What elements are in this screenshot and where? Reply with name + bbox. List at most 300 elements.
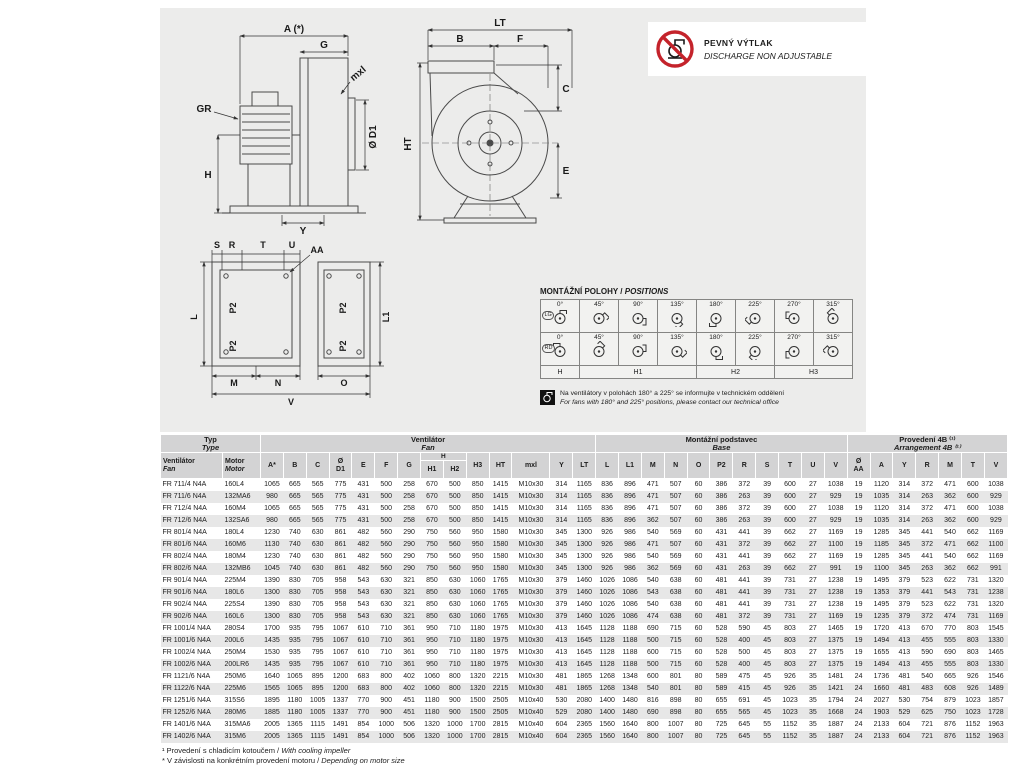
dimension-value-cell: 740 <box>288 541 301 548</box>
dimension-value-cell: 1390 <box>264 577 280 584</box>
dimension-value-cell: 402 <box>403 685 415 692</box>
dimension-value-cell: 372 <box>921 541 933 548</box>
dim-label-e: E <box>562 166 570 177</box>
dimension-value-cell: 1963 <box>988 733 1004 740</box>
dimension-value-cell: 1169 <box>828 613 844 620</box>
dimension-value-cell: 1285 <box>873 553 890 560</box>
dimension-value-cell: 800 <box>646 721 659 728</box>
dimension-value-cell: 481 <box>715 577 728 584</box>
dimension-value-cell: 345 <box>898 541 911 548</box>
position-cell <box>814 300 853 333</box>
fan-position-icon <box>628 308 648 327</box>
dimension-value-cell: 830 <box>288 577 301 584</box>
dimension-value-cell: 610 <box>357 661 370 668</box>
dimension-value-cell: 683 <box>357 685 370 692</box>
dimension-value-cell: 413 <box>555 625 568 632</box>
dimension-value-cell: 1165 <box>576 481 592 488</box>
angle-label: 90° <box>633 334 643 341</box>
dimension-value-cell: 715 <box>669 649 682 656</box>
dimension-value-cell: 321 <box>403 589 415 596</box>
dimension-value-cell: 413 <box>555 649 568 656</box>
fan-position-icon <box>745 308 765 327</box>
dimension-value-cell: 314 <box>555 493 568 500</box>
dimension-value-cell: 896 <box>624 481 636 488</box>
motor-size-cell: 250M4 <box>224 649 246 656</box>
dimension-value-cell: 345 <box>898 529 911 536</box>
dimension-value-cell: 691 <box>738 697 751 704</box>
dimension-value-cell: 500 <box>448 493 461 500</box>
motor-size-cell: 132MB6 <box>224 565 251 572</box>
dimension-value-cell: 314 <box>898 505 911 512</box>
dimension-value-cell: 540 <box>944 553 956 560</box>
dimension-value-cell: 500 <box>380 517 393 524</box>
dimension-value-cell: 500 <box>646 661 659 668</box>
dimension-value-cell: 27 <box>808 577 817 584</box>
dimension-value-cell: 27 <box>808 493 817 500</box>
drawing-panel <box>160 8 866 432</box>
dimension-value-cell: 290 <box>403 565 415 572</box>
dimension-value-cell: 1038 <box>988 505 1004 512</box>
dimension-value-cell: 662 <box>784 553 796 560</box>
dimension-value-cell: 1460 <box>576 589 593 596</box>
angle-label: 135° <box>670 334 684 341</box>
dimension-value-cell: 604 <box>898 721 911 728</box>
dimension-value-cell: 665 <box>288 493 301 500</box>
dimension-value-cell: M10x30 <box>518 481 544 488</box>
dimension-value-cell: 500 <box>738 649 751 656</box>
positions-title-en: POSITIONS <box>624 287 669 296</box>
dimension-value-cell: 1165 <box>576 517 592 524</box>
dimension-value-cell: 500 <box>448 481 461 488</box>
dimension-value-cell: 379 <box>555 589 568 596</box>
dimension-value-cell: 1038 <box>988 481 1004 488</box>
dimension-value-cell: 705 <box>311 577 324 584</box>
dimension-value-cell: 474 <box>944 613 956 620</box>
dimension-value-cell: 610 <box>357 637 370 644</box>
dimension-value-cell: 610 <box>357 625 370 632</box>
dimension-value-cell: 1565 <box>264 685 280 692</box>
column-header: H3 <box>466 453 489 479</box>
dimension-value-cell: 1330 <box>988 637 1004 644</box>
dimension-value-cell: 27 <box>808 625 817 632</box>
dimension-value-cell: 1235 <box>873 613 890 620</box>
fan-model-cell: FR 711/6 N4A <box>162 493 207 500</box>
dimension-value-cell: 665 <box>288 481 301 488</box>
dimension-value-cell: 589 <box>715 673 728 680</box>
dimension-value-cell: 35 <box>808 685 817 692</box>
dimension-value-cell: 45 <box>763 637 772 644</box>
dimension-value-cell: 361 <box>403 637 415 644</box>
dimension-value-cell: 600 <box>967 517 979 524</box>
dimension-value-cell: 441 <box>738 601 751 608</box>
dimension-value-cell: 608 <box>944 685 956 692</box>
dimension-value-cell: 958 <box>334 613 347 620</box>
dimension-value-cell: 27 <box>808 601 817 608</box>
dimension-value-cell: 500 <box>380 481 393 488</box>
column-header: L <box>596 453 619 479</box>
motor-column-header: Motor Motor <box>223 453 261 479</box>
positions-title-cz: MONTÁŽNÍ POLOHY / <box>540 287 623 296</box>
dimension-value-cell: 39 <box>763 541 772 548</box>
dimension-value-cell: 379 <box>898 577 911 584</box>
column-header: E <box>352 453 375 479</box>
dimension-value-cell: 665 <box>944 673 956 680</box>
dimension-value-cell: 540 <box>646 529 659 536</box>
dimension-value-cell: 379 <box>898 589 911 596</box>
dim-label-y: Y <box>299 226 307 237</box>
column-header: A <box>870 453 893 479</box>
dimension-value-cell: 1495 <box>873 577 890 584</box>
fan-position-icon <box>745 341 765 360</box>
fan-model-cell: FR 901/4 N4A <box>162 577 207 584</box>
front-view-dimension-lines <box>417 30 572 220</box>
dimension-value-cell: 543 <box>357 577 370 584</box>
dimension-value-cell: 560 <box>448 565 461 572</box>
dimension-value-cell: 540 <box>646 685 659 692</box>
dimension-value-cell: 926 <box>784 673 796 680</box>
dimension-value-cell: 19 <box>854 661 863 668</box>
dimension-value-cell: 372 <box>738 541 751 548</box>
column-header: O <box>687 453 710 479</box>
column-header: Ø AA <box>847 453 870 479</box>
column-header: Y <box>893 453 916 479</box>
dimension-value-cell: 638 <box>669 601 682 608</box>
dimension-value-cell: 2005 <box>264 721 280 728</box>
column-header: mxl <box>512 453 550 479</box>
dimension-value-cell: 263 <box>921 517 933 524</box>
dimension-value-cell: 471 <box>944 541 956 548</box>
dimension-value-cell: 1546 <box>988 673 1004 680</box>
dimension-value-cell: 731 <box>967 613 979 620</box>
dimension-value-cell: 540 <box>646 601 659 608</box>
dimension-value-cell: 481 <box>715 589 728 596</box>
dimension-value-cell: 400 <box>738 661 751 668</box>
dimension-value-cell: 361 <box>403 649 415 656</box>
dim-label-aa: AA <box>310 245 324 255</box>
dimension-value-cell: 750 <box>944 709 956 716</box>
dimension-value-cell: 662 <box>784 541 796 548</box>
dimension-value-cell: 803 <box>784 637 796 644</box>
dimension-value-cell: 950 <box>426 625 438 632</box>
dimension-value-cell: 481 <box>555 685 568 692</box>
dimension-value-cell: 670 <box>426 517 438 524</box>
dimension-value-cell: 630 <box>311 541 324 548</box>
dim-label-p2: P2 <box>338 302 348 314</box>
dimension-value-cell: 431 <box>357 517 370 524</box>
dim-label-p2: P2 <box>338 340 348 352</box>
dimension-value-cell: 2005 <box>264 733 280 740</box>
dimension-value-cell: 19 <box>854 649 863 656</box>
dimension-value-cell: 379 <box>898 613 911 620</box>
dimension-value-cell: 565 <box>311 481 324 488</box>
dimension-value-cell: 345 <box>555 541 568 548</box>
dimension-value-cell: 935 <box>288 625 301 632</box>
dimension-value-cell: 1268 <box>599 673 615 680</box>
dimension-value-cell: 740 <box>288 529 301 536</box>
dimension-value-cell: 263 <box>921 565 933 572</box>
dimension-value-cell: 980 <box>266 493 278 500</box>
dimension-value-cell: 1152 <box>965 733 981 740</box>
dimension-value-cell: 1169 <box>828 553 844 560</box>
dimension-value-cell: 39 <box>763 577 772 584</box>
dimension-value-cell: 314 <box>555 505 568 512</box>
dimension-value-cell: 1700 <box>469 733 486 740</box>
dimension-value-cell: 1348 <box>622 685 638 692</box>
dimension-value-cell: 1465 <box>827 625 844 632</box>
dimension-value-cell: 1169 <box>988 553 1004 560</box>
dimension-value-cell: 1100 <box>873 565 889 572</box>
dimension-value-cell: 60 <box>694 625 703 632</box>
dimension-value-cell: 560 <box>448 553 461 560</box>
dimension-value-cell: 482 <box>357 529 370 536</box>
dimension-value-cell: 314 <box>898 517 911 524</box>
dimension-value-cell: 1640 <box>622 721 638 728</box>
dimension-value-cell: 1435 <box>264 661 280 668</box>
position-cell <box>541 300 580 333</box>
dimension-value-cell: 1500 <box>469 697 486 704</box>
dimension-value-cell: 372 <box>738 613 751 620</box>
table-row <box>161 563 1008 575</box>
dimension-value-cell: 482 <box>357 541 370 548</box>
motor-size-cell: 160L6 <box>224 613 244 620</box>
motor-size-cell: 280S4 <box>224 625 245 632</box>
dimension-value-cell: 670 <box>921 625 933 632</box>
dimension-value-cell: 39 <box>763 613 772 620</box>
dimension-value-cell: 80 <box>694 721 703 728</box>
dim-label-a: A (*) <box>283 24 305 35</box>
dimension-value-cell: M10x30 <box>518 541 544 548</box>
dimension-value-cell: 622 <box>944 577 956 584</box>
dimension-value-cell: 830 <box>288 589 301 596</box>
dimension-value-cell: 60 <box>694 565 703 572</box>
dimension-value-cell: 861 <box>334 541 347 548</box>
dimension-value-cell: 1038 <box>827 481 844 488</box>
dimension-value-cell: 523 <box>921 577 933 584</box>
dimension-value-cell: 45 <box>763 697 772 704</box>
dimension-value-cell: 1700 <box>469 721 486 728</box>
dimension-value-cell: 523 <box>921 601 933 608</box>
dimension-value-cell: 1180 <box>470 661 486 668</box>
dimension-value-cell: M10x30 <box>518 637 544 644</box>
column-header: T <box>779 453 802 479</box>
fan-model-cell: FR 901/6 N4A <box>162 589 207 596</box>
dimension-value-cell: 441 <box>738 577 751 584</box>
no-adjustable-discharge-icon <box>654 28 696 70</box>
fan-model-cell: FR 712/6 N4A <box>162 517 207 524</box>
dimension-value-cell: 705 <box>311 589 324 596</box>
dimension-value-cell: 662 <box>967 529 979 536</box>
table-body <box>161 479 1008 744</box>
fan-model-cell: FR 802/4 N4A <box>162 553 207 560</box>
dimension-value-cell: 569 <box>669 529 682 536</box>
dimension-value-cell: 1000 <box>378 721 395 728</box>
dimension-value-cell: 1067 <box>332 661 349 668</box>
dimension-value-cell: 1435 <box>264 637 280 644</box>
dimension-value-cell: 801 <box>669 673 682 680</box>
dimension-value-cell: 19 <box>854 529 863 536</box>
fan-model-cell: FR 801/4 N4A <box>162 529 207 536</box>
dimension-value-cell: 1975 <box>492 661 509 668</box>
dimension-value-cell: 1320 <box>469 685 486 692</box>
dim-label-m: M <box>230 378 238 388</box>
dimension-value-cell: 850 <box>471 505 484 512</box>
fan-note-icon <box>540 390 555 405</box>
dimension-value-cell: 731 <box>967 589 979 596</box>
position-cell <box>619 333 658 366</box>
dimension-value-cell: 60 <box>694 649 703 656</box>
positions-group-row <box>541 366 853 379</box>
dimension-value-cell: 986 <box>624 541 636 548</box>
dimension-value-cell: 850 <box>426 613 438 620</box>
dimension-value-cell: 1007 <box>667 721 684 728</box>
table-header <box>161 435 1008 479</box>
dimension-value-cell: 836 <box>601 481 613 488</box>
dimension-value-cell: 926 <box>967 685 979 692</box>
dimension-value-cell: 39 <box>763 505 772 512</box>
dimension-value-cell: 958 <box>334 589 347 596</box>
dimension-value-cell: 715 <box>669 625 682 632</box>
dimension-value-cell: 1320 <box>988 577 1004 584</box>
dimension-value-cell: M10x30 <box>518 553 544 560</box>
table-row <box>161 599 1008 611</box>
dimension-value-cell: 950 <box>426 649 438 656</box>
dimension-value-cell: 19 <box>854 601 863 608</box>
dimension-value-cell: 630 <box>311 553 324 560</box>
table-row <box>161 671 1008 683</box>
fan-position-icon <box>784 308 804 327</box>
dimension-value-cell: 413 <box>898 661 911 668</box>
position-cell <box>580 333 619 366</box>
dimension-value-cell: 1128 <box>599 649 615 656</box>
dimension-value-cell: 529 <box>898 709 911 716</box>
dimension-value-cell: 929 <box>829 493 842 500</box>
dimension-value-cell: 645 <box>738 721 751 728</box>
dimension-value-cell: 1200 <box>332 685 349 692</box>
footnote: ¹ Provedení s chladicím kotoučem / With cooling impeller <box>162 746 351 755</box>
fan-model-cell: FR 902/6 N4A <box>162 613 207 620</box>
dimension-value-cell: 1086 <box>622 589 638 596</box>
dimension-value-cell: 560 <box>380 529 393 536</box>
dimension-value-cell: 2027 <box>873 697 890 704</box>
motor-size-cell: 132SA6 <box>224 517 250 524</box>
dimension-value-cell: 372 <box>921 505 933 512</box>
fan-model-cell: FR 1401/6 N4A <box>162 721 211 728</box>
dimension-value-cell: M10x30 <box>518 685 544 692</box>
dimension-value-cell: 630 <box>448 589 461 596</box>
dimension-value-cell: 879 <box>944 697 956 704</box>
dimension-value-cell: 950 <box>471 565 484 572</box>
dimension-value-cell: 1180 <box>287 709 303 716</box>
dimension-value-cell: 35 <box>808 721 817 728</box>
dimension-value-cell: 710 <box>380 661 393 668</box>
fan-model-cell: FR 1251/6 N4A <box>162 697 211 704</box>
dimension-value-cell: 1491 <box>332 721 349 728</box>
dimension-value-cell: 565 <box>311 505 324 512</box>
dimension-value-cell: 19 <box>854 541 863 548</box>
dimension-value-cell: 528 <box>715 625 728 632</box>
arrangement-group-header: Provedení 4B ⁽¹⁾ Arrangement 4B ⁽¹⁾ <box>847 435 1007 453</box>
dimension-value-cell: 690 <box>646 709 659 716</box>
dim-label-c: C <box>562 84 570 95</box>
side-view-drawing <box>222 58 369 213</box>
note-text-cz: Na ventilátory v polohách 180° a 225° se informujte v technickém oddělení <box>560 390 785 397</box>
dimension-value-cell: 482 <box>357 553 370 560</box>
dimension-value-cell: 345 <box>555 565 568 572</box>
angle-label: 180° <box>709 334 723 341</box>
table-row <box>161 695 1008 707</box>
dimension-value-cell: 710 <box>448 637 461 644</box>
dimension-value-cell: 55 <box>763 733 772 740</box>
dimension-value-cell: 1060 <box>424 685 440 692</box>
dimension-value-cell: 850 <box>471 493 484 500</box>
dimension-value-cell: 1185 <box>873 541 889 548</box>
fan-model-cell: FR 801/6 N4A <box>162 541 207 548</box>
dimension-value-cell: 39 <box>763 493 772 500</box>
dimension-value-cell: 958 <box>334 601 347 608</box>
dimension-value-cell: 1115 <box>310 733 325 740</box>
dimension-value-cell: 991 <box>990 565 1002 572</box>
dimension-value-cell: 600 <box>967 481 979 488</box>
dimension-value-cell: 1238 <box>827 601 844 608</box>
dimension-value-cell: 630 <box>380 601 393 608</box>
dimension-value-cell: 1765 <box>492 601 509 608</box>
table-row <box>161 683 1008 695</box>
dimension-value-cell: 2365 <box>576 721 593 728</box>
dimension-value-cell: 386 <box>715 517 728 524</box>
dimension-value-cell: 263 <box>738 517 751 524</box>
dimension-value-cell: 1895 <box>264 697 280 704</box>
dimension-value-cell: 1300 <box>264 613 280 620</box>
dimension-value-cell: 836 <box>601 517 613 524</box>
dimension-value-cell: 1065 <box>264 505 280 512</box>
dimension-value-cell: 1180 <box>470 649 486 656</box>
dimension-value-cell: 705 <box>311 601 324 608</box>
dimension-value-cell: 543 <box>357 589 370 596</box>
fan-position-icon <box>589 308 609 327</box>
dimension-value-cell: 1415 <box>492 517 509 524</box>
dimension-value-cell: 600 <box>784 481 796 488</box>
angle-label: 0° <box>556 334 564 341</box>
dim-label-d1: Ø D1 <box>368 125 379 149</box>
dimension-value-cell: 60 <box>694 505 703 512</box>
dimension-value-cell: 1963 <box>988 721 1004 728</box>
fan-group-header: Ventilátor Fan <box>261 435 596 453</box>
dimension-value-cell: 431 <box>357 493 370 500</box>
dimension-value-cell: 60 <box>694 589 703 596</box>
dimension-value-cell: 1238 <box>988 589 1004 596</box>
dimension-value-cell: 27 <box>808 541 817 548</box>
dimension-value-cell: 529 <box>555 709 568 716</box>
dimension-value-cell: 60 <box>694 577 703 584</box>
dimension-value-cell: 1320 <box>424 733 440 740</box>
dimension-value-cell: 60 <box>694 493 703 500</box>
dimension-value-cell: 721 <box>921 733 933 740</box>
dimension-value-cell: 35 <box>808 673 817 680</box>
dimension-value-cell: 1169 <box>988 613 1004 620</box>
dimension-value-cell: 565 <box>311 517 324 524</box>
dimension-value-cell: M10x30 <box>518 601 544 608</box>
dimension-value-cell: 1765 <box>492 589 509 596</box>
dimension-value-cell: 45 <box>763 709 772 716</box>
dimension-value-cell: 986 <box>624 553 636 560</box>
positions-title <box>540 287 853 296</box>
dimension-value-cell: 900 <box>380 697 393 704</box>
column-header: N <box>664 453 687 479</box>
dimension-value-cell: M10x30 <box>518 493 544 500</box>
column-header: Ø D1 <box>329 453 352 479</box>
dimension-value-cell: 45 <box>763 673 772 680</box>
dimension-value-cell: 1115 <box>310 721 325 728</box>
